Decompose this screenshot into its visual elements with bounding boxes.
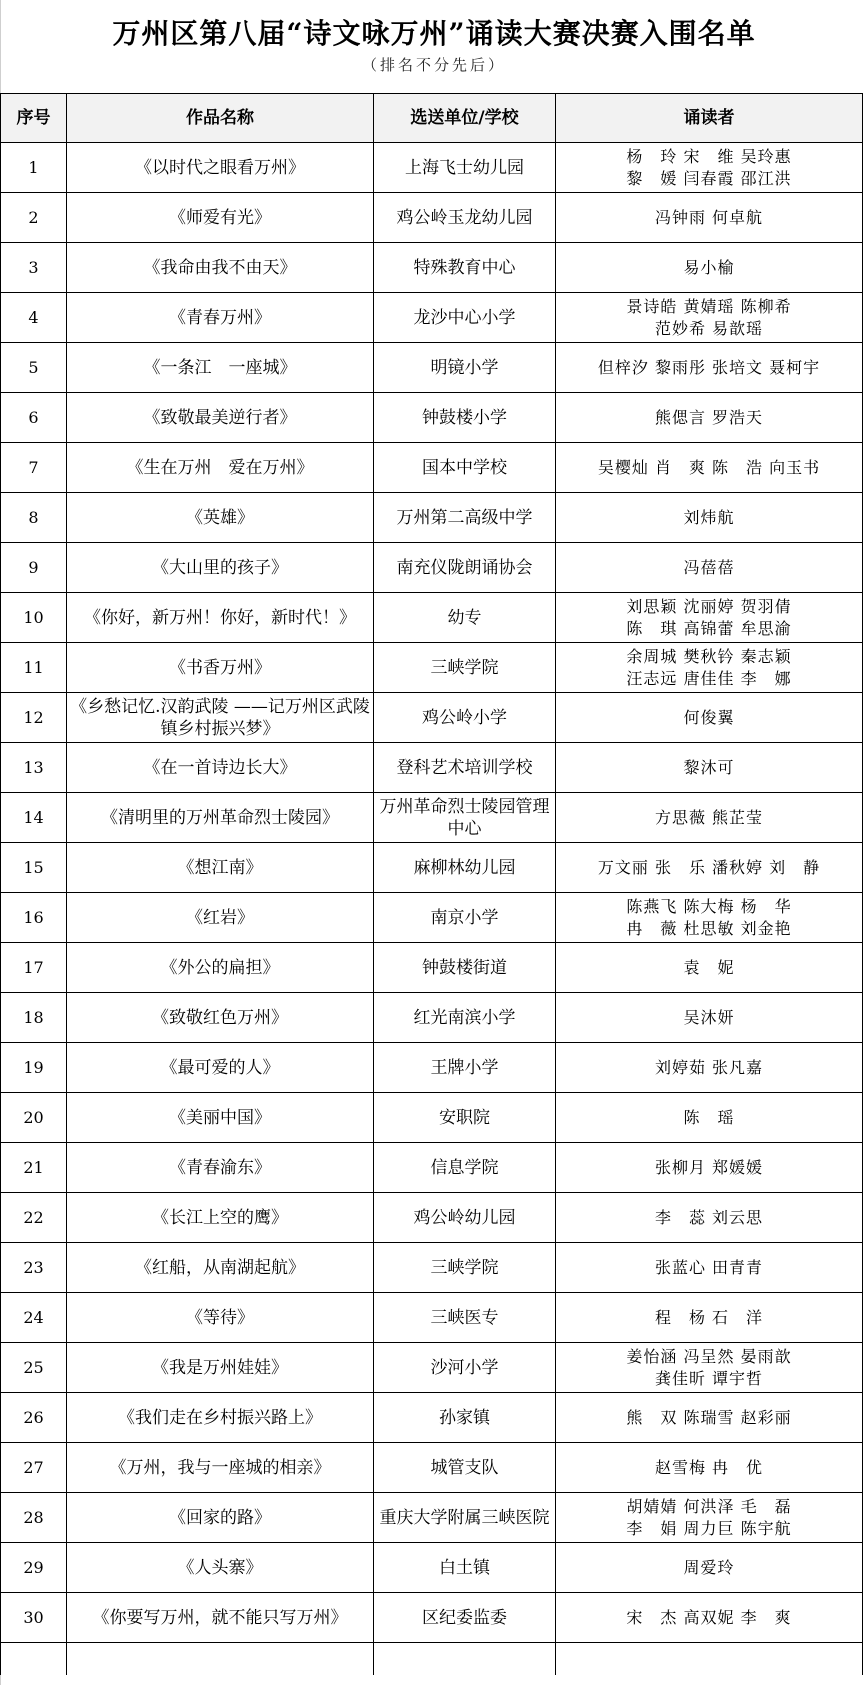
- reader-line: 刘婷茹 张凡嘉: [654, 1057, 764, 1077]
- row-work-title: 《你好，新万州！你好，新时代！》: [67, 593, 374, 643]
- table-row: [1, 993, 863, 1043]
- row-readers: [556, 393, 863, 443]
- row-readers: [556, 293, 863, 343]
- row-number: 5: [1, 343, 67, 393]
- row-readers: [556, 943, 863, 993]
- row-work-title: 《书香万州》: [67, 643, 374, 693]
- row-number: 20: [1, 1093, 67, 1143]
- row-unit: 国本中学校: [374, 443, 556, 493]
- row-readers: [556, 343, 863, 393]
- row-work-title: 《我们走在乡村振兴路上》: [67, 1393, 374, 1443]
- row-readers: [556, 1143, 863, 1193]
- reader-line: 李 娟 周力巨 陈宇航: [626, 1518, 792, 1538]
- header-readers: 诵读者: [556, 94, 863, 143]
- row-work-title: 《致敬红色万州》: [67, 993, 374, 1043]
- reader-line: 但梓汐 黎雨彤 张培文 聂柯宇: [597, 357, 821, 377]
- table-row: [1, 793, 863, 843]
- row-unit: 信息学院: [374, 1143, 556, 1193]
- row-work-title: 《等待》: [67, 1293, 374, 1343]
- row-readers: [556, 593, 863, 643]
- row-work-title: 《外公的扁担》: [67, 943, 374, 993]
- table-row: [1, 1393, 863, 1443]
- table-row: [1, 1343, 863, 1393]
- reader-line: 杨 玲 宋 维 吴玲惠: [626, 146, 792, 166]
- reader-line: 方思薇 熊芷莹: [654, 807, 764, 827]
- table-row: [1, 443, 863, 493]
- row-readers: [556, 243, 863, 293]
- row-work-title: 《美丽中国》: [67, 1093, 374, 1143]
- table-body: [1, 143, 863, 1676]
- reader-line: 冉 薇 杜思敏 刘金艳: [626, 918, 792, 938]
- table-row: [1, 1043, 863, 1093]
- reader-line: 熊 双 陈瑞雪 赵彩丽: [626, 1407, 792, 1427]
- reader-line: 姜怡涵 冯呈然 晏雨歆: [626, 1346, 792, 1366]
- reader-line: 余周城 樊秋钤 秦志颖: [626, 646, 792, 666]
- table-row: [1, 1143, 863, 1193]
- row-number: 28: [1, 1493, 67, 1543]
- table-row: [1, 1593, 863, 1643]
- table-row: [1, 843, 863, 893]
- table-row: [1, 393, 863, 443]
- row-unit: 特殊教育中心: [374, 243, 556, 293]
- empty-cell: [556, 1643, 863, 1676]
- row-number: 11: [1, 643, 67, 693]
- row-work-title: 《青春渝东》: [67, 1143, 374, 1193]
- row-number: 26: [1, 1393, 67, 1443]
- row-work-title: 《长江上空的鹰》: [67, 1193, 374, 1243]
- row-work-title: 《以时代之眼看万州》: [67, 143, 374, 193]
- row-readers: [556, 793, 863, 843]
- reader-line: 刘炜航: [683, 507, 735, 527]
- row-readers: [556, 1093, 863, 1143]
- reader-line: 陈 琪 高锦蕾 牟思渝: [626, 618, 792, 638]
- table-row: [1, 1443, 863, 1493]
- row-number: 12: [1, 693, 67, 743]
- row-unit: 三峡医专: [374, 1293, 556, 1343]
- row-number: 22: [1, 1193, 67, 1243]
- table-row: [1, 343, 863, 393]
- row-work-title: 《回家的路》: [67, 1493, 374, 1543]
- page-subtitle: （排名不分先后）: [361, 56, 506, 74]
- table-row: [1, 1493, 863, 1543]
- table-row: [1, 193, 863, 243]
- row-unit: 南充仪陇朗诵协会: [374, 543, 556, 593]
- table-row: [1, 243, 863, 293]
- row-number: 2: [1, 193, 67, 243]
- row-readers: [556, 193, 863, 243]
- row-readers: [556, 1293, 863, 1343]
- row-unit: 龙沙中心小学: [374, 293, 556, 343]
- reader-line: 赵雪梅 冉 优: [654, 1457, 764, 1477]
- row-readers: [556, 893, 863, 943]
- row-readers: [556, 693, 863, 743]
- reader-line: 万文丽 张 乐 潘秋婷 刘 静: [597, 857, 821, 877]
- row-unit: 城管支队: [374, 1443, 556, 1493]
- row-work-title: 《最可爱的人》: [67, 1043, 374, 1093]
- finalist-table: [0, 93, 863, 1675]
- reader-line: 范妙希 易歆瑶: [654, 318, 764, 338]
- row-number: 8: [1, 493, 67, 543]
- row-readers: [556, 543, 863, 593]
- row-number: 6: [1, 393, 67, 443]
- row-work-title: 《万州，我与一座城的相亲》: [67, 1443, 374, 1493]
- row-number: 14: [1, 793, 67, 843]
- row-readers: [556, 1543, 863, 1593]
- table-header-row: [1, 94, 863, 143]
- reader-line: 龚佳昕 谭宇哲: [654, 1368, 764, 1388]
- row-number: 1: [1, 143, 67, 193]
- row-work-title: 《一条江 一座城》: [67, 343, 374, 393]
- row-work-title: 《师爱有光》: [67, 193, 374, 243]
- row-readers: [556, 1393, 863, 1443]
- reader-line: 刘思颖 沈丽婷 贺羽倩: [626, 596, 792, 616]
- row-number: 19: [1, 1043, 67, 1093]
- header-number: 序号: [1, 94, 67, 143]
- reader-line: 黎沐可: [683, 757, 735, 777]
- row-unit: 麻柳林幼儿园: [374, 843, 556, 893]
- row-readers: [556, 493, 863, 543]
- reader-line: 胡婧婧 何洪泽 毛 磊: [626, 1496, 792, 1516]
- row-number: 24: [1, 1293, 67, 1343]
- row-unit: 登科艺术培训学校: [374, 743, 556, 793]
- table-row: [1, 893, 863, 943]
- row-number: 18: [1, 993, 67, 1043]
- row-work-title: 《你要写万州，就不能只写万州》: [67, 1593, 374, 1643]
- row-readers: [556, 1443, 863, 1493]
- row-readers: [556, 743, 863, 793]
- row-unit: 钟鼓楼小学: [374, 393, 556, 443]
- row-number: 21: [1, 1143, 67, 1193]
- row-number: 16: [1, 893, 67, 943]
- row-work-title: 《想江南》: [67, 843, 374, 893]
- row-readers: [556, 1493, 863, 1543]
- reader-line: 宋 杰 高双妮 李 爽: [626, 1607, 792, 1627]
- table-row: [1, 1243, 863, 1293]
- row-work-title: 《红船，从南湖起航》: [67, 1243, 374, 1293]
- table-filler-row: [1, 1643, 863, 1676]
- row-readers: [556, 643, 863, 693]
- row-work-title: 《青春万州》: [67, 293, 374, 343]
- row-unit: 鸡公岭幼儿园: [374, 1193, 556, 1243]
- row-unit: 三峡学院: [374, 1243, 556, 1293]
- row-unit: 沙河小学: [374, 1343, 556, 1393]
- row-readers: [556, 843, 863, 893]
- row-unit: 万州革命烈士陵园管理中心: [374, 793, 556, 843]
- row-work-title: 《红岩》: [67, 893, 374, 943]
- row-unit: 孙家镇: [374, 1393, 556, 1443]
- row-unit: 上海飞士幼儿园: [374, 143, 556, 193]
- row-number: 13: [1, 743, 67, 793]
- row-readers: [556, 143, 863, 193]
- row-number: 23: [1, 1243, 67, 1293]
- row-number: 10: [1, 593, 67, 643]
- row-work-title: 《乡愁记忆.汉韵武陵 ——记万州区武陵镇乡村振兴梦》: [67, 693, 374, 743]
- row-unit: 红光南滨小学: [374, 993, 556, 1043]
- reader-line: 汪志远 唐佳佳 李 娜: [626, 668, 792, 688]
- row-work-title: 《致敬最美逆行者》: [67, 393, 374, 443]
- empty-cell: [1, 1643, 67, 1676]
- reader-line: 李 蕊 刘云思: [654, 1207, 764, 1227]
- reader-line: 吴沐妍: [683, 1007, 735, 1027]
- row-number: 17: [1, 943, 67, 993]
- row-work-title: 《我是万州娃娃》: [67, 1343, 374, 1393]
- row-unit: 鸡公岭小学: [374, 693, 556, 743]
- header-unit: 选送单位/学校: [374, 94, 556, 143]
- row-work-title: 《我命由我不由天》: [67, 243, 374, 293]
- reader-line: 张蓝心 田青青: [654, 1257, 764, 1277]
- row-unit: 钟鼓楼街道: [374, 943, 556, 993]
- table-row: [1, 743, 863, 793]
- row-unit: 明镜小学: [374, 343, 556, 393]
- row-readers: [556, 1343, 863, 1393]
- table-row: [1, 543, 863, 593]
- row-unit: 南京小学: [374, 893, 556, 943]
- row-readers: [556, 993, 863, 1043]
- row-work-title: 《英雄》: [67, 493, 374, 543]
- empty-cell: [374, 1643, 556, 1676]
- reader-line: 吴樱灿 肖 爽 陈 浩 向玉书: [597, 457, 821, 477]
- table-row: [1, 1093, 863, 1143]
- row-unit: 重庆大学附属三峡医院: [374, 1493, 556, 1543]
- row-unit: 安职院: [374, 1093, 556, 1143]
- row-unit: 幼专: [374, 593, 556, 643]
- row-readers: [556, 1193, 863, 1243]
- reader-line: 黎 媛 闫春霞 邵江洪: [626, 168, 792, 188]
- row-unit: 万州第二高级中学: [374, 493, 556, 543]
- row-readers: [556, 443, 863, 493]
- table-row: [1, 593, 863, 643]
- row-readers: [556, 1243, 863, 1293]
- reader-line: 张柳月 郑媛媛: [654, 1157, 764, 1177]
- reader-line: 袁 妮: [683, 957, 735, 977]
- row-work-title: 《人头寨》: [67, 1543, 374, 1593]
- row-readers: [556, 1043, 863, 1093]
- header-work-title: 作品名称: [67, 94, 374, 143]
- reader-line: 何俊翼: [683, 707, 735, 727]
- reader-line: 陈燕飞 陈大梅 杨 华: [626, 896, 792, 916]
- row-number: 27: [1, 1443, 67, 1493]
- row-number: 25: [1, 1343, 67, 1393]
- row-number: 3: [1, 243, 67, 293]
- reader-line: 冯蓓蓓: [683, 557, 735, 577]
- row-unit: 鸡公岭玉龙幼儿园: [374, 193, 556, 243]
- page-title: 万州区第八届“诗文咏万州”诵读大赛决赛入围名单: [112, 17, 756, 50]
- row-number: 4: [1, 293, 67, 343]
- table-row: [1, 143, 863, 193]
- row-number: 9: [1, 543, 67, 593]
- table-row: [1, 493, 863, 543]
- table-row: [1, 1193, 863, 1243]
- row-unit: 白土镇: [374, 1543, 556, 1593]
- row-work-title: 《大山里的孩子》: [67, 543, 374, 593]
- row-readers: [556, 1593, 863, 1643]
- reader-line: 周爱玲: [683, 1557, 735, 1577]
- row-unit: 王牌小学: [374, 1043, 556, 1093]
- row-number: 15: [1, 843, 67, 893]
- reader-line: 景诗皓 黄婧瑶 陈柳希: [626, 296, 792, 316]
- table-row: [1, 293, 863, 343]
- row-number: 30: [1, 1593, 67, 1643]
- table-row: [1, 1543, 863, 1593]
- row-unit: 三峡学院: [374, 643, 556, 693]
- table-row: [1, 943, 863, 993]
- reader-line: 陈 瑶: [683, 1107, 735, 1127]
- row-number: 7: [1, 443, 67, 493]
- reader-line: 熊偲言 罗浩天: [654, 407, 764, 427]
- row-number: 29: [1, 1543, 67, 1593]
- row-unit: 区纪委监委: [374, 1593, 556, 1643]
- reader-line: 程 杨 石 洋: [654, 1307, 764, 1327]
- row-work-title: 《生在万州 爱在万州》: [67, 443, 374, 493]
- reader-line: 易小榆: [683, 257, 735, 277]
- table-row: [1, 693, 863, 743]
- reader-line: 冯钟雨 何卓航: [654, 207, 764, 227]
- table-row: [1, 643, 863, 693]
- row-work-title: 《清明里的万州革命烈士陵园》: [67, 793, 374, 843]
- empty-cell: [67, 1643, 374, 1676]
- table-row: [1, 1293, 863, 1343]
- row-work-title: 《在一首诗边长大》: [67, 743, 374, 793]
